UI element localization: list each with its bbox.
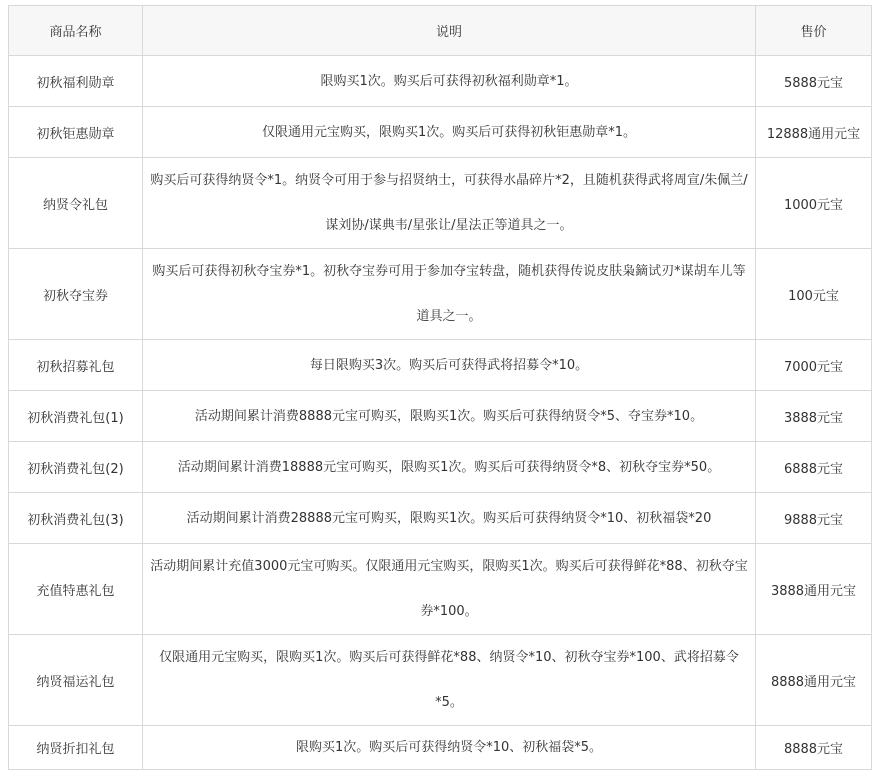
item-description: 购买后可获得纳贤令*1。纳贤令可用于参与招贤纳士，可获得水晶碎片*2，且随机获得武将周宣/朱佩兰/谋刘协/谋典韦/星张让/星法正等道具之一。 (143, 158, 756, 249)
item-description: 活动期间累计消费8888元宝可购买，限购买1次。购买后可获得纳贤令*5、夺宝券*10。 (143, 391, 756, 442)
item-name: 初秋钜惠勋章 (9, 107, 143, 158)
table-body (9, 56, 872, 770)
table-row (9, 635, 872, 726)
item-price: 5888元宝 (756, 56, 872, 107)
header-row (9, 6, 872, 56)
item-name: 纳贤折扣礼包 (9, 726, 143, 770)
item-description: 限购买1次。购买后可获得纳贤令*10、初秋福袋*5。 (143, 726, 756, 770)
table-header (9, 6, 872, 56)
table-row (9, 249, 872, 340)
item-price: 1000元宝 (756, 158, 872, 249)
item-name: 纳贤福运礼包 (9, 635, 143, 726)
table-row (9, 107, 872, 158)
item-name: 充值特惠礼包 (9, 544, 143, 635)
item-price: 3888元宝 (756, 391, 872, 442)
shop-table-container (8, 5, 872, 770)
item-name: 初秋夺宝券 (9, 249, 143, 340)
item-name: 纳贤令礼包 (9, 158, 143, 249)
item-description: 活动期间累计消费18888元宝可购买，限购买1次。购买后可获得纳贤令*8、初秋夺宝券*50。 (143, 442, 756, 493)
item-name: 初秋消费礼包(3) (9, 493, 143, 544)
item-description: 购买后可获得初秋夺宝券*1。初秋夺宝券可用于参加夺宝转盘，随机获得传说皮肤枭鏑试刃*谋胡车儿等道具之一。 (143, 249, 756, 340)
item-price: 3888通用元宝 (756, 544, 872, 635)
item-price: 6888元宝 (756, 442, 872, 493)
shop-items-table (8, 5, 872, 770)
table-row (9, 544, 872, 635)
item-description: 仅限通用元宝购买，限购买1次。购买后可获得鲜花*88、纳贤令*10、初秋夺宝券*100、武将招募令*5。 (143, 635, 756, 726)
item-price: 9888元宝 (756, 493, 872, 544)
item-description: 活动期间累计充值3000元宝可购买。仅限通用元宝购买，限购买1次。购买后可获得鲜花*88、初秋夺宝券*100。 (143, 544, 756, 635)
table-row (9, 56, 872, 107)
item-name: 初秋招募礼包 (9, 340, 143, 391)
item-price: 7000元宝 (756, 340, 872, 391)
item-description: 仅限通用元宝购买，限购买1次。购买后可获得初秋钜惠勋章*1。 (143, 107, 756, 158)
header-description: 说明 (143, 6, 756, 56)
item-price: 100元宝 (756, 249, 872, 340)
item-description: 活动期间累计消费28888元宝可购买，限购买1次。购买后可获得纳贤令*10、初秋福袋*20 (143, 493, 756, 544)
table-row (9, 158, 872, 249)
item-description: 限购买1次。购买后可获得初秋福利勋章*1。 (143, 56, 756, 107)
item-name: 初秋消费礼包(2) (9, 442, 143, 493)
table-row (9, 340, 872, 391)
table-row (9, 391, 872, 442)
item-name: 初秋消费礼包(1) (9, 391, 143, 442)
item-price: 12888通用元宝 (756, 107, 872, 158)
item-price: 8888通用元宝 (756, 635, 872, 726)
table-row (9, 442, 872, 493)
table-row (9, 726, 872, 770)
header-item-name: 商品名称 (9, 6, 143, 56)
item-description: 每日限购买3次。购买后可获得武将招募令*10。 (143, 340, 756, 391)
item-name: 初秋福利勋章 (9, 56, 143, 107)
item-price: 8888元宝 (756, 726, 872, 770)
table-row (9, 493, 872, 544)
header-price: 售价 (756, 6, 872, 56)
